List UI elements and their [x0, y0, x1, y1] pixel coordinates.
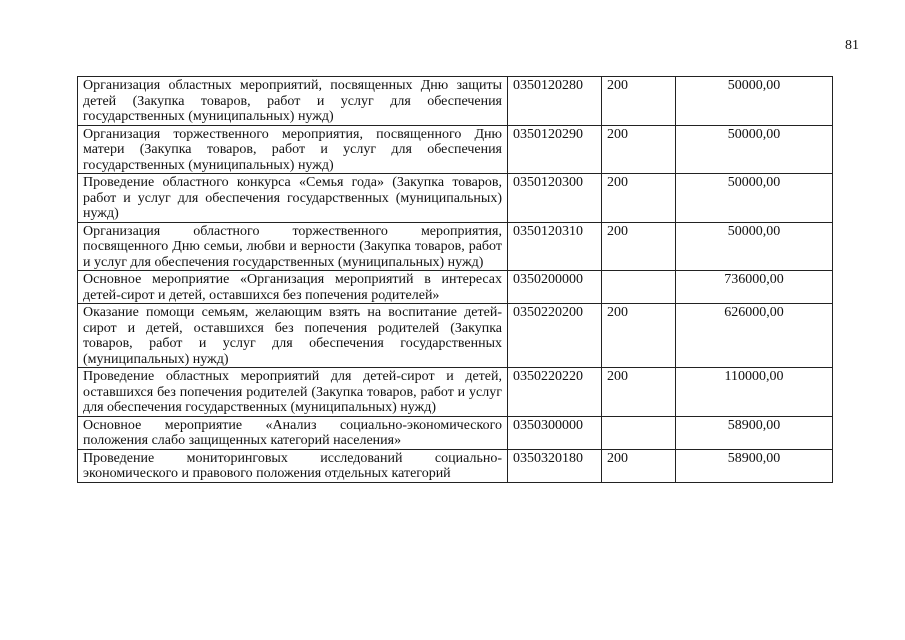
row-code: 0350220220 [508, 368, 602, 417]
row-code: 0350220200 [508, 304, 602, 368]
row-expense-type: 200 [602, 77, 676, 126]
row-code: 0350120300 [508, 174, 602, 223]
table-row [78, 174, 833, 223]
row-description: Организация областных мероприятий, посвященных Дню защиты детей (Закупка товаров, работ и услуг для обеспечения государственных (муниципальных) нужд) [78, 77, 508, 126]
row-code: 0350300000 [508, 416, 602, 449]
row-description: Проведение областного конкурса «Семья года» (Закупка товаров, работ и услуг для обеспечения государственных (муниципальных) нужд) [78, 174, 508, 223]
table-row [78, 368, 833, 417]
row-expense-type: 200 [602, 449, 676, 482]
table-row [78, 416, 833, 449]
budget-table [77, 76, 833, 483]
row-expense-type: 200 [602, 222, 676, 271]
row-description: Организация торжественного мероприятия, посвященного Дню матери (Закупка товаров, работ и услуг для обеспечения государственных (муниципальных) нужд) [78, 125, 508, 174]
row-expense-type: 200 [602, 174, 676, 223]
table-row [78, 77, 833, 126]
row-code: 0350120290 [508, 125, 602, 174]
row-code: 0350200000 [508, 271, 602, 304]
row-amount: 50000,00 [676, 77, 833, 126]
row-expense-type: 200 [602, 304, 676, 368]
row-expense-type [602, 416, 676, 449]
row-amount: 50000,00 [676, 174, 833, 223]
row-amount: 50000,00 [676, 125, 833, 174]
row-amount: 110000,00 [676, 368, 833, 417]
row-amount: 58900,00 [676, 416, 833, 449]
row-code: 0350120310 [508, 222, 602, 271]
table-row [78, 222, 833, 271]
row-description: Основное мероприятие «Анализ социально-экономического положения слабо защищенных категорий населения» [78, 416, 508, 449]
row-expense-type: 200 [602, 125, 676, 174]
row-code: 0350320180 [508, 449, 602, 482]
table-row [78, 449, 833, 482]
row-description: Оказание помощи семьям, желающим взять на воспитание детей-сирот и детей, оставшихся без попечения родителей (Закупка товаров, работ и услуг для обеспечения государственных (муниципальных) нужд) [78, 304, 508, 368]
row-amount: 50000,00 [676, 222, 833, 271]
row-expense-type: 200 [602, 368, 676, 417]
page-number: 81 [845, 38, 859, 53]
table-row [78, 271, 833, 304]
row-description: Проведение мониторинговых исследований социально-экономического и правового положения отдельных категорий [78, 449, 508, 482]
row-description: Организация областного торжественного мероприятия, посвященного Дню семьи, любви и верности (Закупка товаров, работ и услуг для обеспечения государственных (муниципальных) нужд) [78, 222, 508, 271]
row-amount: 626000,00 [676, 304, 833, 368]
row-description: Проведение областных мероприятий для детей-сирот и детей, оставшихся без попечения родителей (Закупка товаров, работ и услуг для обеспечения государственных (муниципальных) нужд) [78, 368, 508, 417]
table-row [78, 304, 833, 368]
row-amount: 736000,00 [676, 271, 833, 304]
row-description: Основное мероприятие «Организация мероприятий в интересах детей-сирот и детей, оставшихся без попечения родителей» [78, 271, 508, 304]
row-amount: 58900,00 [676, 449, 833, 482]
table-row [78, 125, 833, 174]
row-expense-type [602, 271, 676, 304]
row-code: 0350120280 [508, 77, 602, 126]
